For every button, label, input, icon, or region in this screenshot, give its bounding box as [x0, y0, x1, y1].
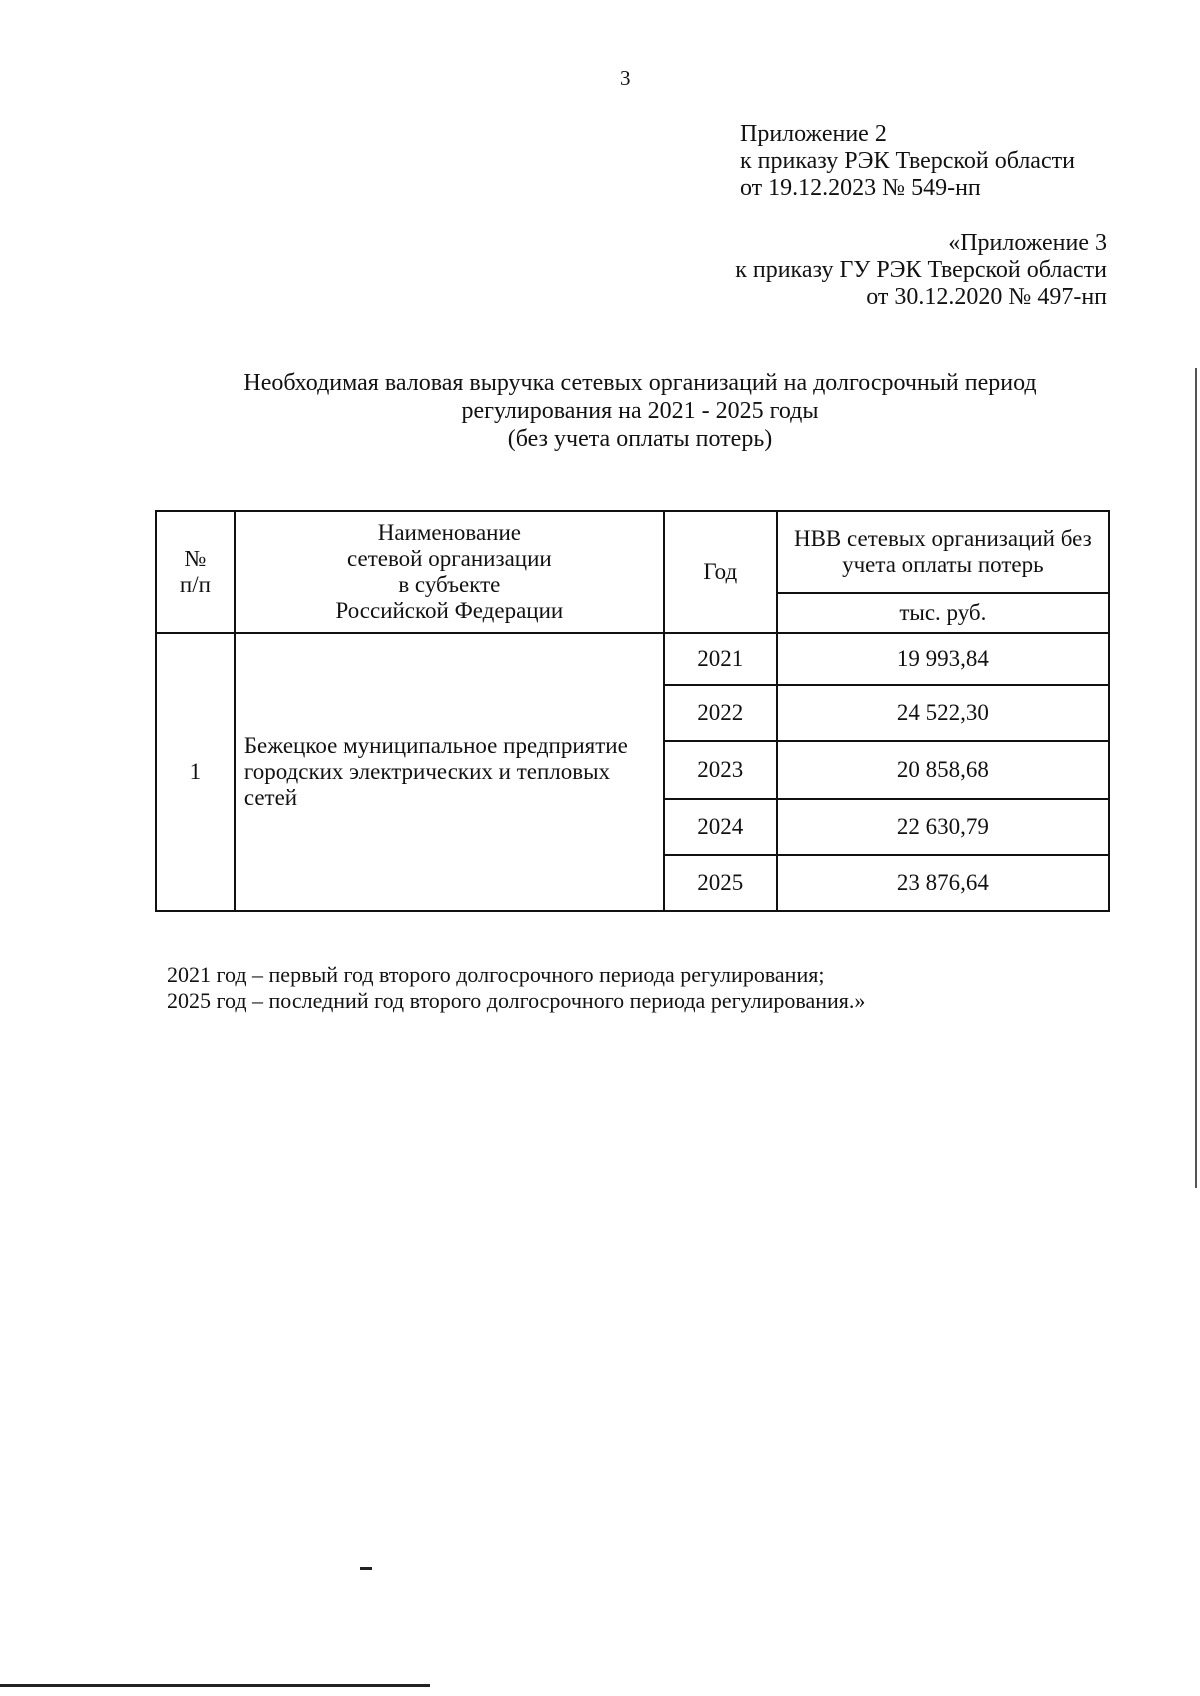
year-cell: 2025: [664, 855, 777, 911]
header-unit: тыс. руб.: [777, 593, 1109, 633]
org-name-line-2: городских электрических и тепловых: [243, 759, 611, 784]
value-cell: 23 876,64: [777, 855, 1109, 911]
table-header-row: [156, 511, 1109, 593]
appendix-3-order-date: от 30.12.2020 № 497-нп: [866, 284, 1107, 310]
org-name-line-3: сетей: [243, 785, 298, 810]
nvv-table: [155, 510, 1110, 912]
appendix-2-order-date: от 19.12.2023 № 549-нп: [740, 175, 981, 201]
header-nvv: [777, 511, 1109, 593]
scan-artifact-mark: [360, 1567, 372, 1570]
appendix-2-title: Приложение 2: [740, 121, 887, 147]
year-cell: 2021: [664, 633, 777, 685]
value-cell: 20 858,68: [777, 741, 1109, 799]
org-number-cell: 1: [156, 633, 235, 911]
table-row: [156, 633, 1109, 685]
scan-bottom-edge: [0, 1684, 430, 1687]
header-nvv-line-2: учета оплаты потерь: [842, 552, 1044, 577]
title-line-1: Необходимая валовая выручка сетевых организаций на долгосрочный период: [243, 370, 1037, 396]
page-number: 3: [620, 66, 631, 90]
header-name-line-3: в субъекте: [398, 572, 501, 597]
appendix-3-header: [700, 230, 1107, 311]
org-name-line-1: Бежецкое муниципальное предприятие: [243, 733, 628, 758]
header-num-symbol: №: [184, 546, 207, 571]
footnote-first-year: 2021 год – первый год второго долгосрочного периода регулирования;: [167, 962, 825, 987]
year-cell: 2023: [664, 741, 777, 799]
scan-edge-line: [1195, 368, 1197, 1188]
value-cell: 24 522,30: [777, 685, 1109, 741]
header-num: [156, 511, 235, 633]
document-title: [160, 369, 1120, 453]
value-cell: 19 993,84: [777, 633, 1109, 685]
header-year: Год: [664, 511, 777, 633]
title-line-2: регулирования на 2021 - 2025 годы: [461, 398, 819, 424]
header-name-line-2: сетевой организации: [347, 546, 552, 571]
footnote-last-year: 2025 год – последний год второго долгосрочного периода регулирования.»: [167, 988, 866, 1013]
year-cell: 2022: [664, 685, 777, 741]
org-name-cell: [235, 633, 664, 911]
header-name-line-1: Наименование: [377, 520, 521, 545]
appendix-2-order-ref: к приказу РЭК Тверской области: [740, 148, 1075, 174]
value-cell: 22 630,79: [777, 799, 1109, 855]
header-nvv-line-1: НВВ сетевых организаций без: [793, 526, 1092, 551]
appendix-3-order-ref: к приказу ГУ РЭК Тверской области: [735, 257, 1107, 283]
year-cell: 2024: [664, 799, 777, 855]
title-line-3: (без учета оплаты потерь): [507, 426, 773, 452]
footnotes: [167, 962, 865, 1014]
appendix-2-header: [740, 121, 1075, 202]
header-name-line-4: Российской Федерации: [335, 598, 564, 623]
appendix-3-title: «Приложение 3: [948, 230, 1107, 256]
header-num-abbr: п/п: [179, 572, 211, 597]
header-organization-name: [235, 511, 664, 633]
